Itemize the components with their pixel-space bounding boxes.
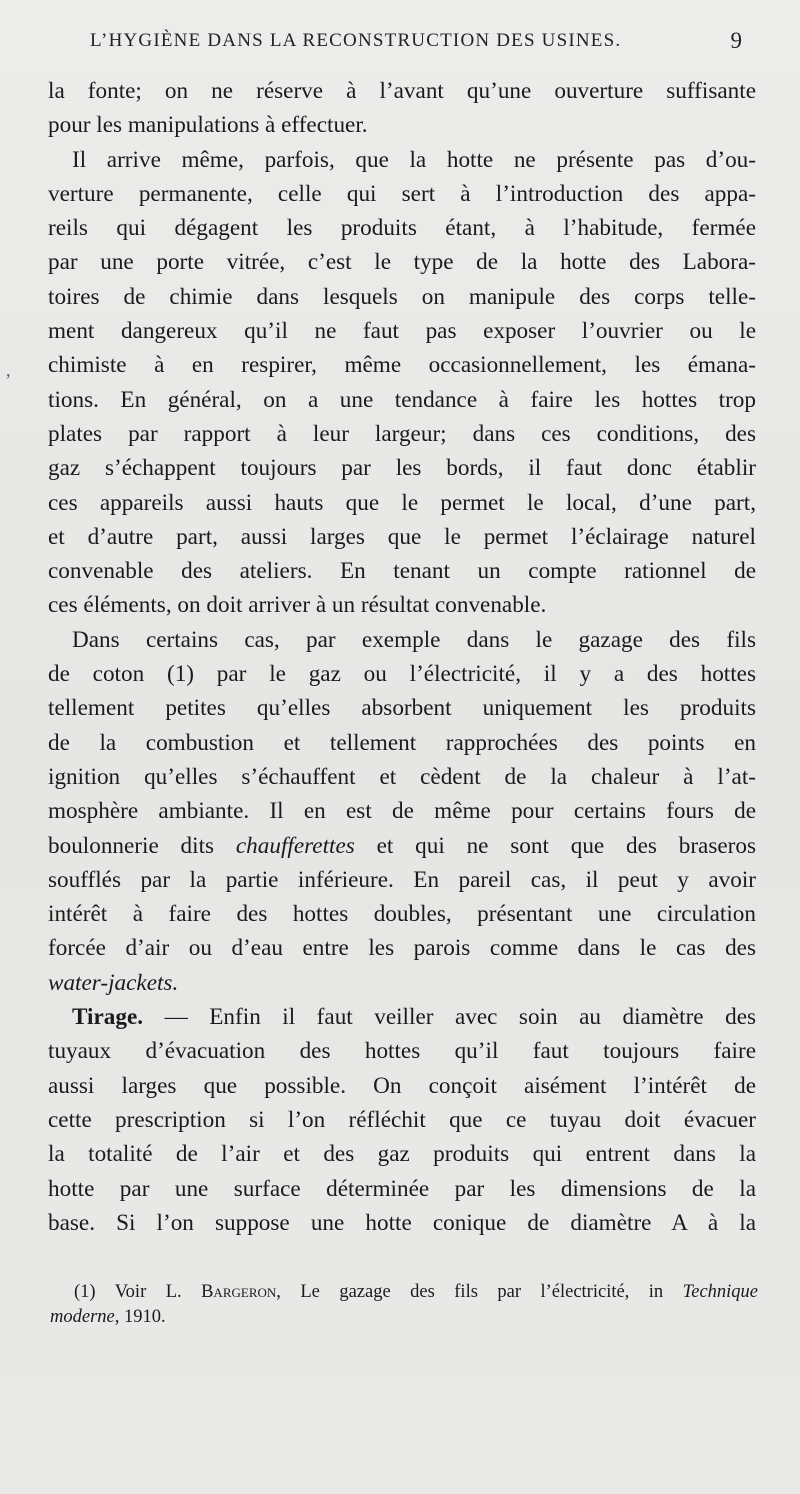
paragraph-4	[48, 1000, 756, 1240]
running-title: L’HYGIÈNE DANS LA RECONSTRUCTION DES USINES.	[90, 30, 622, 51]
text-line: Il arrive même, parfois, que la hotte ne présente pas d’ou-	[72, 146, 756, 173]
text-line: forcée d’air ou d’eau entre les parois comme dans le cas des	[48, 935, 756, 962]
text-line: toires de chimie dans lesquels on manipule des corps telle-	[48, 283, 756, 310]
footnote	[50, 1280, 758, 1330]
margin-mark: ,	[6, 360, 11, 380]
text-line: aussi larges que possible. On conçoit aisément l’intérêt de	[48, 1072, 756, 1099]
footnote-line	[50, 1305, 758, 1330]
text-line: tions. En général, on a une tendance à faire les hottes trop	[48, 386, 756, 413]
section-heading: Tirage.	[72, 1004, 144, 1031]
text-line: et d’autre part, aussi larges que le permet l’éclairage naturel	[48, 523, 756, 550]
italic-term: chaufferettes	[235, 832, 355, 859]
footnote-author: Bargeron	[201, 1282, 277, 1302]
text-line: gaz s’échappent toujours par les bords, il faut donc établir	[48, 455, 756, 482]
text-line: hotte par une surface déterminée par les dimensions de la	[48, 1175, 756, 1202]
text-line: soufflés par la partie inférieure. En pareil cas, il peut y avoir	[48, 866, 756, 893]
text-line: la fonte; on ne réserve à l’avant qu’une ouverture suffisante	[48, 78, 756, 104]
text-line: de coton (1) par le gaz ou l’électricité, il y a des hottes	[48, 661, 756, 688]
text-line: reils qui dégagent les produits étant, à l’habitude, fermée	[48, 215, 756, 242]
text-fragment: et qui ne sont que des braseros	[376, 832, 756, 859]
text-line: cette prescription si l’on réfléchit que ce tuyau doit évacuer	[48, 1106, 756, 1133]
page-number: 9	[730, 28, 742, 53]
text-line: ignition qu’elles s’échauffent et cèdent de la chaleur à l’at-	[48, 763, 756, 790]
text-line: tellement petites qu’elles absorbent uniquement les produits	[48, 695, 756, 722]
text-line: base. Si l’on suppose une hotte conique de diamètre A à la	[48, 1209, 756, 1236]
text-line: tuyaux d’évacuation des hottes qu’il faut toujours faire	[48, 1038, 756, 1065]
footnote-journal: Technique	[682, 1282, 759, 1302]
paragraph-3	[48, 623, 756, 1000]
text-line: convenable des ateliers. En tenant un compte rationnel de	[48, 558, 756, 585]
footnote-journal: moderne	[50, 1307, 115, 1327]
text-line: plates par rapport à leur largeur; dans ces conditions, des	[48, 420, 756, 447]
text-line: verture permanente, celle qui sert à l’introduction des appa-	[48, 180, 756, 207]
text-fragment: (1) Voir L.	[74, 1282, 182, 1302]
text-line: water-jackets.	[48, 969, 179, 996]
paragraph-1	[48, 74, 756, 143]
text-line: par une porte vitrée, c’est le type de la hotte des Labora-	[48, 249, 756, 276]
text-line: ces éléments, on doit arriver à un résultat convenable.	[48, 592, 547, 619]
text-line: Dans certains cas, par exemple dans le gazage des fils	[72, 626, 756, 653]
text-fragment: — Enfin il faut veiller avec soin au diamètre des	[164, 1004, 757, 1031]
text-line	[48, 829, 756, 863]
text-line: la totalité de l’air et des gaz produits qui entrent dans la	[48, 1141, 756, 1168]
text-line: de la combustion et tellement rapprochées des points en	[48, 729, 756, 756]
body-text	[48, 74, 756, 1240]
paragraph-2	[48, 143, 756, 623]
text-line: mosphère ambiante. Il en est de même pour certains fours de	[48, 798, 756, 825]
text-fragment: , Le gazage des fils par l’électricité, in	[276, 1282, 664, 1302]
text-line: ment dangereux qu’il ne faut pas exposer l’ouvrier ou le	[48, 318, 756, 345]
text-line: intérêt à faire des hottes doubles, présentant une circulation	[48, 901, 756, 928]
text-fragment: boulonnerie dits	[48, 832, 215, 859]
text-line	[48, 1000, 756, 1034]
text-fragment: , 1910.	[114, 1307, 166, 1327]
footnote-line	[50, 1280, 758, 1305]
running-head	[90, 30, 742, 60]
text-line: pour les manipulations à effectuer.	[48, 112, 368, 139]
text-line: chimiste à en respirer, même occasionnellement, les émana-	[48, 352, 756, 379]
text-line: ces appareils aussi hauts que le permet le local, d’une part,	[48, 489, 756, 516]
